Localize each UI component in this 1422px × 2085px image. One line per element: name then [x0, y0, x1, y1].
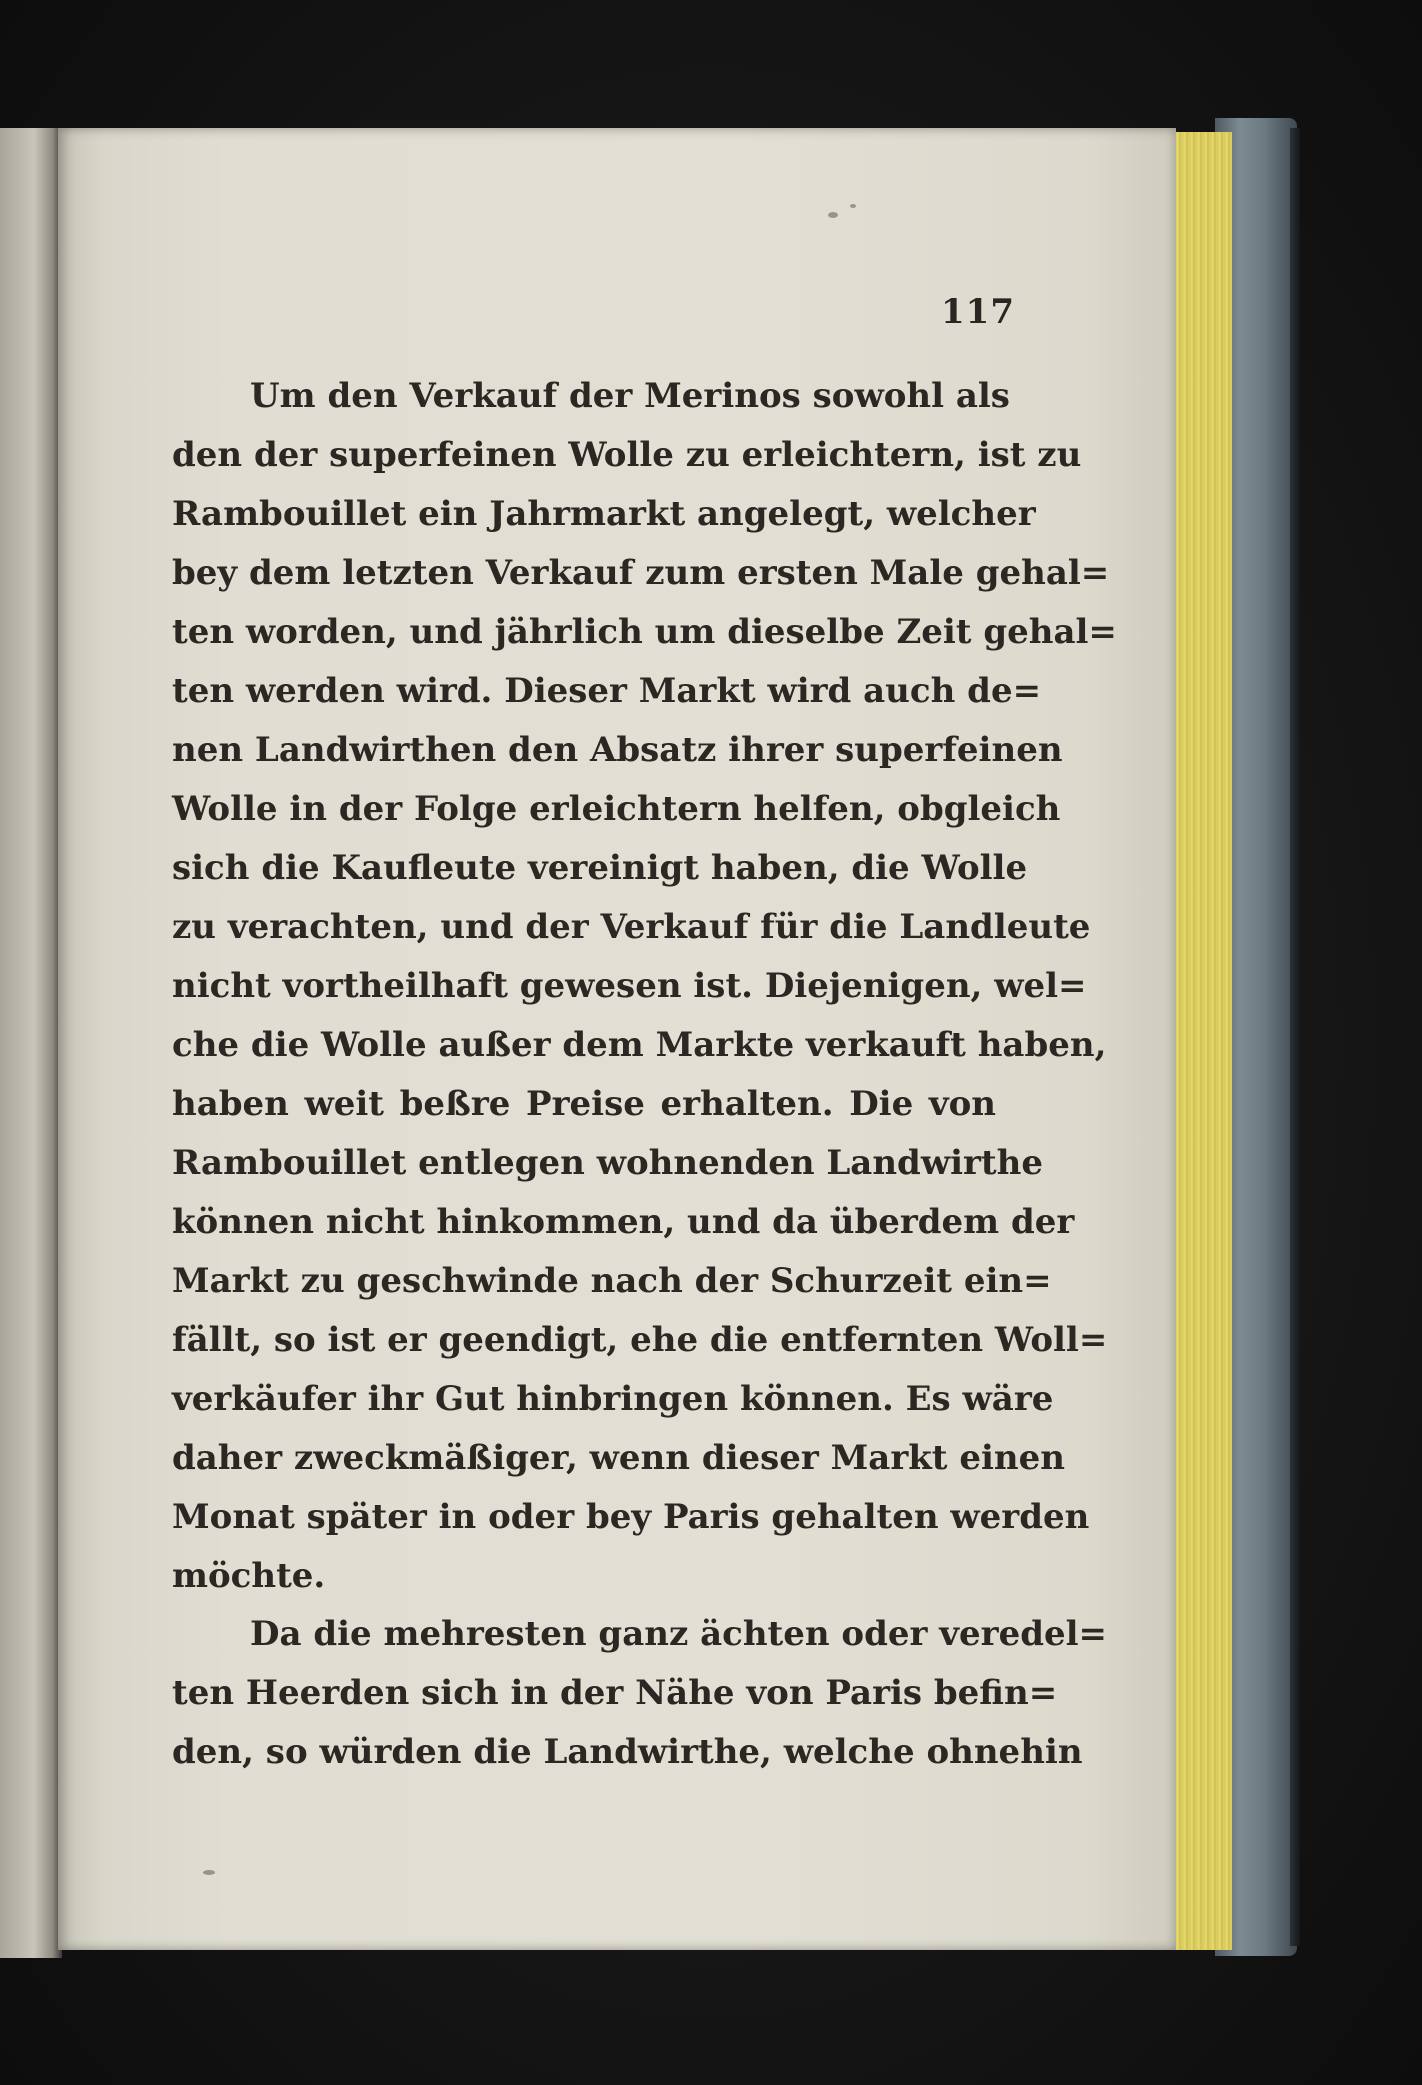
text-line: ten Heerden sich in der Nähe von Paris befin=: [172, 1673, 1058, 1713]
text-line: können nicht hinkommen, und da überdem der: [172, 1202, 1075, 1242]
text-line: Rambouillet ein Jahrmarkt angelegt, welcher: [172, 494, 1036, 534]
text-line: den, so würden die Landwirthe, welche ohnehin: [172, 1732, 1083, 1772]
text-line: zu verachten, und der Verkauf für die Landleute: [172, 907, 1091, 947]
text-line: nen Landwirthen den Absatz ihrer superfeinen: [172, 730, 1063, 770]
text-line: möchte.: [172, 1556, 326, 1596]
text-line: sich die Kaufleute vereinigt haben, die Wolle: [172, 848, 1028, 888]
text-line: Markt zu geschwinde nach der Schurzeit ein=: [172, 1261, 1052, 1301]
text-line: Monat später in oder bey Paris gehalten werden: [172, 1497, 1090, 1537]
text-line: fällt, so ist er geendigt, ehe die entfernten Woll=: [172, 1320, 1108, 1360]
text-line: ten worden, und jährlich um dieselbe Zeit gehal=: [172, 612, 1117, 652]
paragraph-1: [172, 367, 1117, 1606]
ink-smudge: [203, 1870, 215, 1875]
page-number: 117: [941, 292, 1015, 332]
text-line: Rambouillet entlegen wohnenden Landwirthe: [172, 1143, 1043, 1183]
page-edges: [1168, 132, 1232, 1950]
ink-smudge: [828, 212, 838, 218]
book-cover-edge: [1290, 128, 1300, 1946]
text-line: ten werden wird. Dieser Markt wird auch de=: [172, 671, 1042, 711]
facing-page-edge: [0, 128, 62, 1958]
ink-smudge: [850, 204, 856, 208]
text-line: Da die mehresten ganz ächten oder veredel=: [250, 1614, 1108, 1654]
text-line: daher zweckmäßiger, wenn dieser Markt einen: [172, 1438, 1065, 1478]
text-line: bey dem letzten Verkauf zum ersten Male gehal=: [172, 553, 1110, 593]
text-line: Um den Verkauf der Merinos sowohl als: [250, 376, 1010, 416]
text-line: Wolle in der Folge erleichtern helfen, obgleich: [172, 789, 1061, 829]
text-line: verkäufer ihr Gut hinbringen können. Es wäre: [172, 1379, 1054, 1419]
text-line: che die Wolle außer dem Markte verkauft haben,: [172, 1025, 1107, 1065]
text-line: haben weit beßre Preise erhalten. Die von: [172, 1084, 996, 1124]
text-line: nicht vortheilhaft gewesen ist. Diejenigen, wel=: [172, 966, 1087, 1006]
text-line: den der superfeinen Wolle zu erleichtern, ist zu: [172, 435, 1082, 475]
paragraph-2: [172, 1605, 1108, 1782]
